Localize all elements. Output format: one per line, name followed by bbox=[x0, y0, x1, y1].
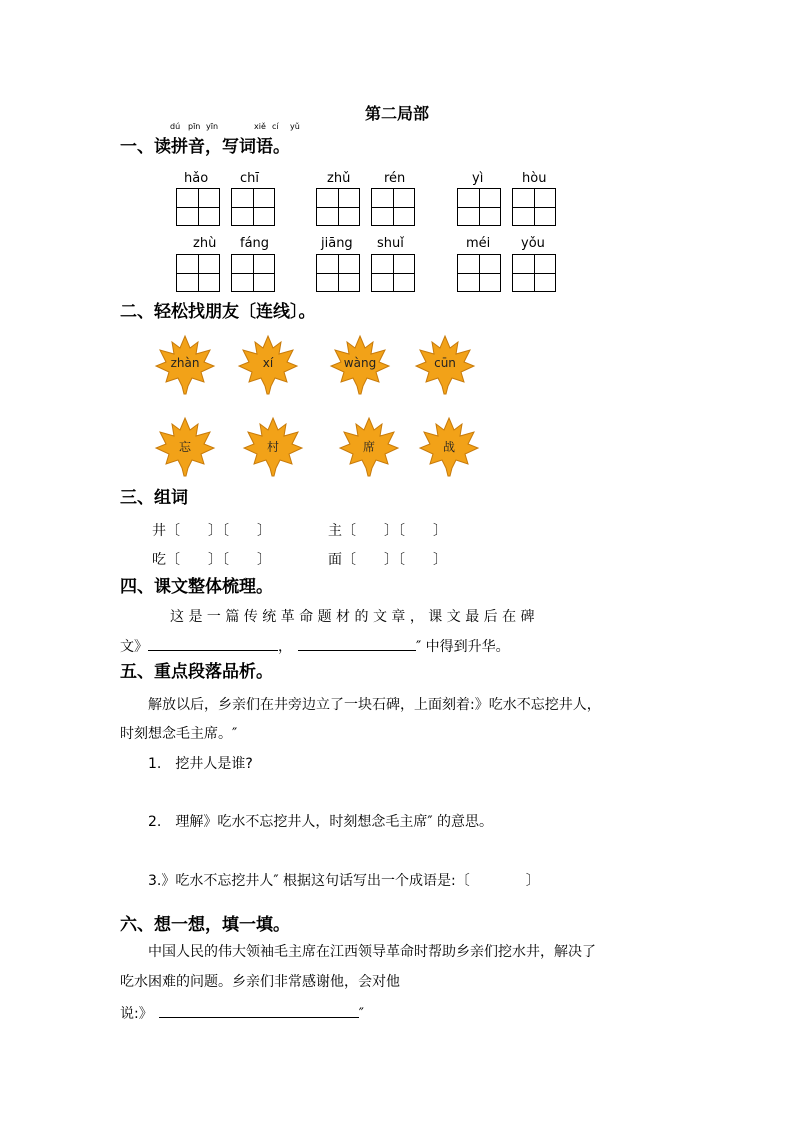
pinyin: méi bbox=[466, 236, 491, 251]
passage-line: 时刻想念毛主席。″ bbox=[120, 726, 238, 742]
leaf-text: 战 bbox=[442, 440, 455, 454]
answer-blank[interactable] bbox=[148, 636, 278, 651]
section-5-heading: 五、重点段落品析。 bbox=[120, 662, 273, 682]
pinyin: zhù bbox=[193, 236, 217, 251]
ruby-du: dú bbox=[170, 122, 181, 131]
writing-box[interactable] bbox=[316, 254, 360, 292]
pinyin: shuǐ bbox=[377, 236, 404, 251]
section-3-heading: 三、组词 bbox=[120, 488, 188, 508]
page-title: 第二局部 bbox=[364, 104, 429, 123]
leaf-card[interactable] bbox=[154, 334, 216, 396]
section-4-heading: 四、课文整体梳理。 bbox=[120, 577, 273, 597]
summary-line-1: 这 是 一 篇 传 统 革 命 题 材 的 文 章 ， 课 文 最 后 在 碑 bbox=[170, 609, 535, 625]
section-1-heading: dú pīn yīn xiě cí yǔ 一、读拼音，写词语。 bbox=[120, 122, 300, 157]
writing-box[interactable] bbox=[512, 188, 556, 226]
leaf-text: xí bbox=[262, 356, 274, 370]
leaf-text: wàng bbox=[343, 356, 377, 370]
word-group-row[interactable]: 面〔 〕〔 〕 bbox=[328, 552, 447, 568]
writing-box[interactable] bbox=[512, 254, 556, 292]
answer-blank[interactable] bbox=[159, 1003, 359, 1018]
section-2-heading: 二、轻松找朋友〔连线〕。 bbox=[120, 302, 316, 322]
pinyin: zhǔ bbox=[327, 171, 351, 186]
passage-line: 解放以后，乡亲们在井旁边立了一块石碑，上面刻着:》吃水不忘挖井人， bbox=[148, 697, 601, 713]
writing-box[interactable] bbox=[371, 188, 415, 226]
pinyin: fáng bbox=[240, 236, 270, 251]
pinyin: rén bbox=[384, 171, 406, 186]
ruby-xie: xiě bbox=[254, 122, 266, 131]
writing-box[interactable] bbox=[457, 254, 501, 292]
say-line: 说:》 ″ bbox=[120, 1003, 364, 1023]
writing-box[interactable] bbox=[231, 254, 275, 292]
leaf-text: 忘 bbox=[178, 440, 191, 454]
word-group-row[interactable]: 主〔 〕〔 〕 bbox=[328, 523, 447, 539]
leaf-text: 席 bbox=[362, 440, 375, 454]
writing-box[interactable] bbox=[176, 188, 220, 226]
ruby-yin: yīn bbox=[206, 122, 219, 131]
word-group-row[interactable]: 吃〔 〕〔 〕 bbox=[152, 552, 271, 568]
passage-line: 吃水困难的问题。乡亲们非常感谢他，会对他 bbox=[120, 974, 400, 990]
pinyin: jiāng bbox=[321, 236, 353, 251]
writing-box[interactable] bbox=[231, 188, 275, 226]
pinyin: hǎo bbox=[184, 171, 209, 186]
ruby-yu: yǔ bbox=[290, 122, 300, 131]
leaf-text: 村 bbox=[266, 440, 279, 454]
leaf-card[interactable] bbox=[338, 416, 400, 478]
pinyin: hòu bbox=[522, 171, 547, 186]
question-1: 1. 挖井人是谁? bbox=[148, 756, 253, 772]
leaf-text: zhàn bbox=[170, 356, 200, 370]
leaf-card[interactable] bbox=[154, 416, 216, 478]
leaf-card[interactable] bbox=[414, 334, 476, 396]
question-3: 3.》吃水不忘挖井人″ 根据这句话写出一个成语是:〔 〕 bbox=[148, 873, 540, 889]
pinyin: chī bbox=[240, 171, 259, 186]
ruby-pin: pīn bbox=[188, 122, 201, 131]
ruby-ci: cí bbox=[272, 122, 279, 131]
summary-line-2: 文》 ， ″ 中得到升华。 bbox=[120, 636, 510, 656]
writing-box[interactable] bbox=[316, 188, 360, 226]
answer-blank[interactable] bbox=[298, 636, 416, 651]
pinyin: yǒu bbox=[521, 236, 545, 251]
writing-box[interactable] bbox=[371, 254, 415, 292]
word-group-row[interactable]: 井〔 〕〔 〕 bbox=[152, 523, 271, 539]
question-2: 2. 理解》吃水不忘挖井人，时刻想念毛主席″ 的意思。 bbox=[148, 814, 494, 830]
leaf-card[interactable] bbox=[329, 334, 391, 396]
writing-box[interactable] bbox=[176, 254, 220, 292]
passage-line: 中国人民的伟大领袖毛主席在江西领导革命时帮助乡亲们挖水井，解决了 bbox=[148, 944, 596, 960]
leaf-card[interactable] bbox=[237, 334, 299, 396]
leaf-text: cūn bbox=[434, 356, 456, 370]
section-6-heading: 六、想一想，填一填。 bbox=[120, 915, 290, 935]
pinyin: yì bbox=[472, 171, 484, 186]
writing-box[interactable] bbox=[457, 188, 501, 226]
leaf-card[interactable] bbox=[418, 416, 480, 478]
leaf-card[interactable] bbox=[242, 416, 304, 478]
